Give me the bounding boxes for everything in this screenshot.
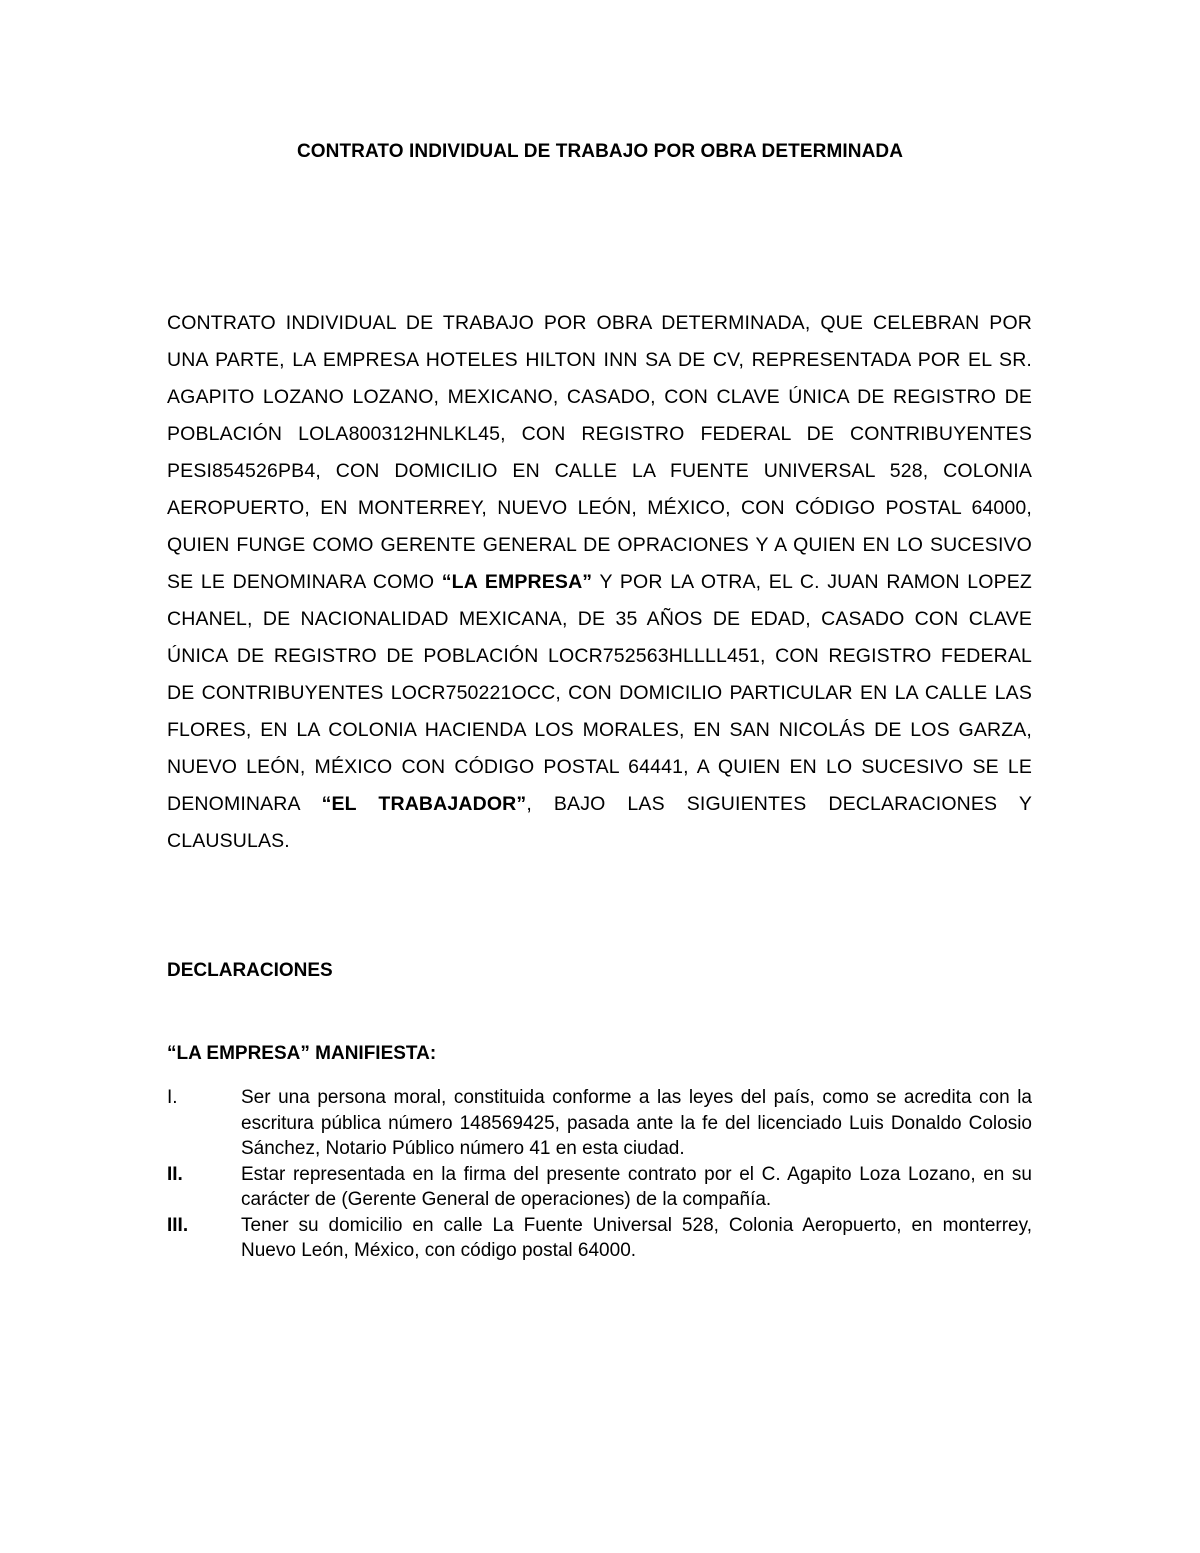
declaration-number: II.	[167, 1163, 183, 1185]
declaration-text: Ser una persona moral, constituida conforme a las leyes del país, como se acredita con la escritura pública número 148569425, pasada ante la fe del licenciado Luis Donaldo Colosio Sánchez, Notario Público número 41 en esta ciudad.	[241, 1087, 1032, 1159]
declarations-list	[167, 1085, 1032, 1264]
declaration-number: I.	[167, 1087, 178, 1108]
intro-bold-el-trabajador: “EL TRABAJADOR”	[321, 793, 527, 815]
declaration-text: Estar representada en la firma del presente contrato por el C. Agapito Loza Lozano, en su carácter de (Gerente General de operaciones) de la compañía.	[241, 1163, 1032, 1210]
declaration-item-2	[167, 1162, 1032, 1213]
intro-paragraph	[167, 305, 1032, 860]
declaration-number: III.	[167, 1214, 189, 1236]
declarations-heading: DECLARACIONES	[167, 960, 333, 981]
declaration-item-1	[167, 1085, 1032, 1162]
declaration-text: Tener su domicilio en calle La Fuente Universal 528, Colonia Aeropuerto, en monterrey, Nuevo León, México, con código postal 64000.	[241, 1214, 1032, 1261]
intro-text-part-2: Y POR LA OTRA, EL C. JUAN RAMON LOPEZ CHANEL, DE NACIONALIDAD MEXICANA, DE 35 AÑOS DE EDAD, CASADO CON CLAVE ÚNICA DE REGISTRO DE POBLACIÓN LOCR752563HLLLL451, CON REGISTRO FEDERAL DE CONTRIBUYENTES LOCR750221OCC, CON DOMICILIO PARTICULAR EN LA CALLE LAS FLORES, EN LA COLONIA HACIENDA LOS MORALES, EN SAN NICOLÁS DE LOS GARZA, NUEVO LEÓN, MÉXICO CON CÓDIGO POSTAL 64441, A QUIEN EN LO SUCESIVO SE LE DENOMINARA	[167, 571, 1032, 815]
intro-text-part-1: CONTRATO INDIVIDUAL DE TRABAJO POR OBRA DETERMINADA, QUE CELEBRAN POR UNA PARTE, LA EMPRESA HOTELES HILTON INN SA DE CV, REPRESENTADA POR EL SR. AGAPITO LOZANO LOZANO, MEXICANO, CASADO, CON CLAVE ÚNICA DE REGISTRO DE POBLACIÓN LOLA800312HNLKL45, CON REGISTRO FEDERAL DE CONTRIBUYENTES PESI854526PB4, CON DOMICILIO EN CALLE LA FUENTE UNIVERSAL 528, COLONIA AEROPUERTO, EN MONTERREY, NUEVO LEÓN, MÉXICO, CON CÓDIGO POSTAL 64000, QUIEN FUNGE COMO GERENTE GENERAL DE OPRACIONES Y A QUIEN EN LO SUCESIVO SE LE DENOMINARA COMO	[167, 312, 1032, 593]
company-manifests-heading: “LA EMPRESA” MANIFIESTA:	[167, 1043, 437, 1064]
intro-text-part-3: , BAJO LAS SIGUIENTES DECLARACIONES Y CLAUSULAS.	[167, 793, 1033, 852]
document-title: CONTRATO INDIVIDUAL DE TRABAJO POR OBRA DETERMINADA	[296, 141, 904, 162]
declaration-item-3	[167, 1213, 1032, 1264]
intro-bold-la-empresa: “LA EMPRESA”	[441, 571, 593, 593]
